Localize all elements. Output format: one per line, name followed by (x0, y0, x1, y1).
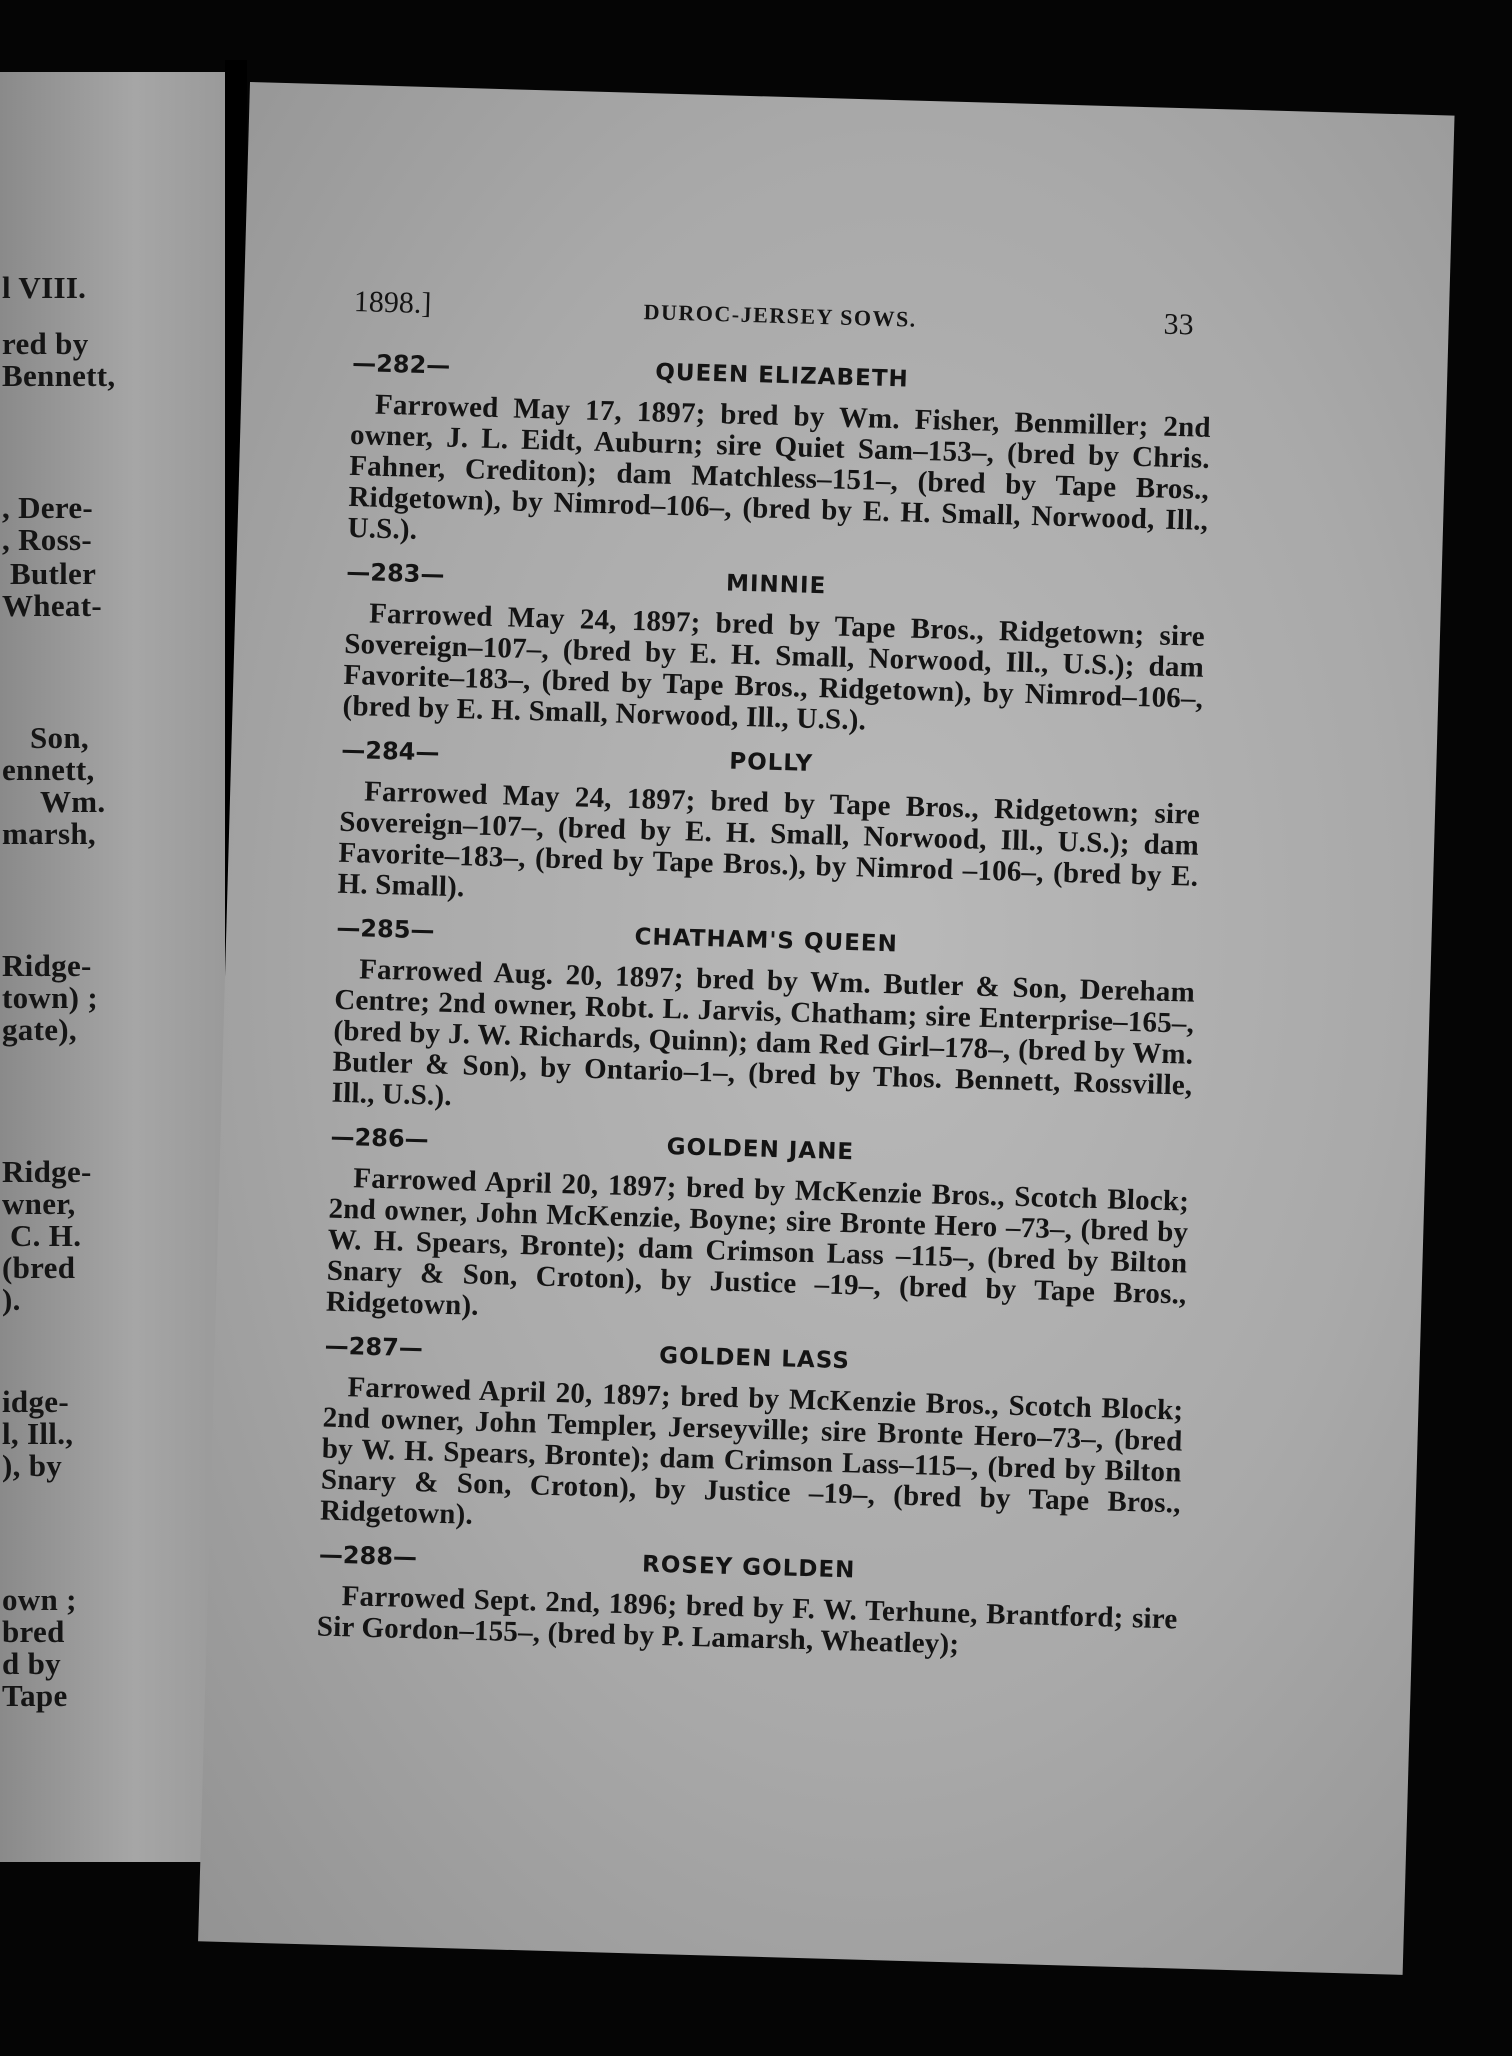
page-title: DUROC-JERSEY SOWS. (643, 299, 918, 332)
left-page-line: red by (2, 326, 89, 361)
entry-number: —288— (318, 1540, 418, 1572)
entry-name: QUEEN ELIZABETH (654, 359, 910, 393)
entry-text: Farrowed May 24, 1897; bred by Tape Bros., Ridgetown; sire Sovereign–107–, (bred by E. H. Small, Norwood, Ill., U.S.); dam Favorite–183–, (bred by Tape Bros.), by Nimrod –106–, (bred by E. H. Small). (337, 775, 1201, 904)
entry-name: GOLDEN LASS (658, 1342, 851, 1375)
left-page-line: Wm. (40, 784, 106, 819)
entry-number: —282— (351, 348, 451, 380)
entry-number: —285— (336, 913, 435, 945)
left-page-line: bred (2, 1614, 65, 1649)
pedigree-entry (342, 558, 1206, 746)
pedigree-entry (326, 1123, 1191, 1342)
left-page-line: l, Ill., (2, 1416, 74, 1451)
left-page-line: town) ; (2, 980, 98, 1015)
left-page-line: ), by (2, 1448, 63, 1483)
right-page (198, 82, 1454, 1975)
left-page-line: wner, (2, 1186, 76, 1221)
left-page-line: , Ross- (2, 522, 92, 557)
entry-number: —284— (340, 735, 440, 767)
entry-name: GOLDEN JANE (666, 1134, 855, 1166)
left-page-line: , Dere- (2, 490, 94, 525)
left-page-line: Butler (10, 556, 97, 591)
left-page-line: marsh, (2, 816, 96, 851)
entry-number: —283— (345, 557, 445, 589)
page-content (316, 285, 1214, 1666)
entry-text: Farrowed April 20, 1897; bred by McKenzie Bros., Scotch Block; 2nd owner, John Templer, Jerseyville; sire Bronte Hero–73–, (bred by W. H. Spears, Bronte); dam Crimson Lass–115–, (bred by Bilton Snary & Son, Croton), by Justice –19–, (bred by Tape Bros., Ridgetown). (319, 1371, 1184, 1531)
left-page-line: gate), (2, 1012, 77, 1047)
entry-text: Farrowed April 20, 1897; bred by McKenzie Bros., Scotch Block; 2nd owner, John McKenzie, Boyne; sire Bronte Hero –73–, (bred by W. H. Spears, Bronte); dam Crimson Lass –115–, (bred by Bilton Snary & Son, Croton), by Justice –19–, (bred by Tape Bros., Ridgetown). (325, 1162, 1190, 1322)
running-header (353, 285, 1214, 359)
left-page-line: idge- (2, 1384, 69, 1419)
left-page-line: Ridge- (2, 948, 92, 983)
left-page-line: Son, (30, 720, 89, 755)
left-page-line: Wheat- (2, 588, 102, 623)
entry-number: —286— (330, 1122, 430, 1154)
left-page-line: l VIII. (2, 270, 87, 305)
entry-text: Farrowed Sept. 2nd, 1896; bred by F. W. Terhune, Brantford; sire Sir Gordon–155–, (bred by P. Lamarsh, Wheatley); (316, 1580, 1178, 1661)
pedigree-entry (316, 1541, 1179, 1667)
entry-name: MINNIE (725, 570, 827, 600)
pedigree-entry (331, 914, 1196, 1133)
entry-text: Farrowed May 17, 1897; bred by Wm. Fisher, Benmiller; 2nd owner, J. L. Eidt, Auburn; sire Quiet Sam–153–, (bred by Chris. Fahner, Crediton); dam Matchless–151–, (bred by Tape Bros., Ridgetown), by Nimrod–106–, (bred by E. H. Small, Norwood, Ill., U.S.). (347, 388, 1212, 546)
pedigree-entry (347, 349, 1212, 568)
entry-text: Farrowed May 24, 1897; bred by Tape Bros., Ridgetown; sire Sovereign–107–, (bred by E. H. Small, Norwood, Ill., U.S.); dam Favorite–183–, (bred by Tape Bros., Ridgetown), by Nimrod–106–, (bred by E. H. Small, Norwood, Ill., U.S.). (342, 597, 1206, 737)
left-page-line: own ; (2, 1582, 77, 1617)
left-page-fragment (0, 72, 225, 1862)
left-page-line: Ridge- (2, 1154, 92, 1189)
left-page-line: d by (2, 1646, 61, 1681)
header-year: 1898.] (353, 284, 432, 321)
pedigree-entry (337, 736, 1201, 924)
entry-number: —287— (324, 1331, 424, 1363)
left-page-line: Bennett, (2, 358, 116, 393)
pedigree-entry (320, 1332, 1185, 1551)
left-page-line: ennett, (2, 752, 95, 787)
left-page-line: ). (2, 1282, 21, 1317)
page-number: 33 (1163, 307, 1195, 342)
left-page-line: Tape (2, 1678, 68, 1713)
entry-name: ROSEY GOLDEN (641, 1551, 856, 1584)
left-page-line: (bred (2, 1250, 76, 1285)
entry-text: Farrowed Aug. 20, 1897; bred by Wm. Butler & Son, Dereham Centre; 2nd owner, Robt. L. Jarvis, Chatham; sire Enterprise–165–, (bred by J. W. Richards, Quinn); dam Red Girl–178–, (bred by Wm. Butler & Son), by Ontario–1–, (bred by Thos. Bennett, Rossville, Ill., U.S.). (331, 953, 1196, 1113)
entry-name: POLLY (728, 748, 814, 777)
left-page-line: C. H. (10, 1218, 82, 1253)
entry-name: CHATHAM'S QUEEN (634, 924, 899, 958)
